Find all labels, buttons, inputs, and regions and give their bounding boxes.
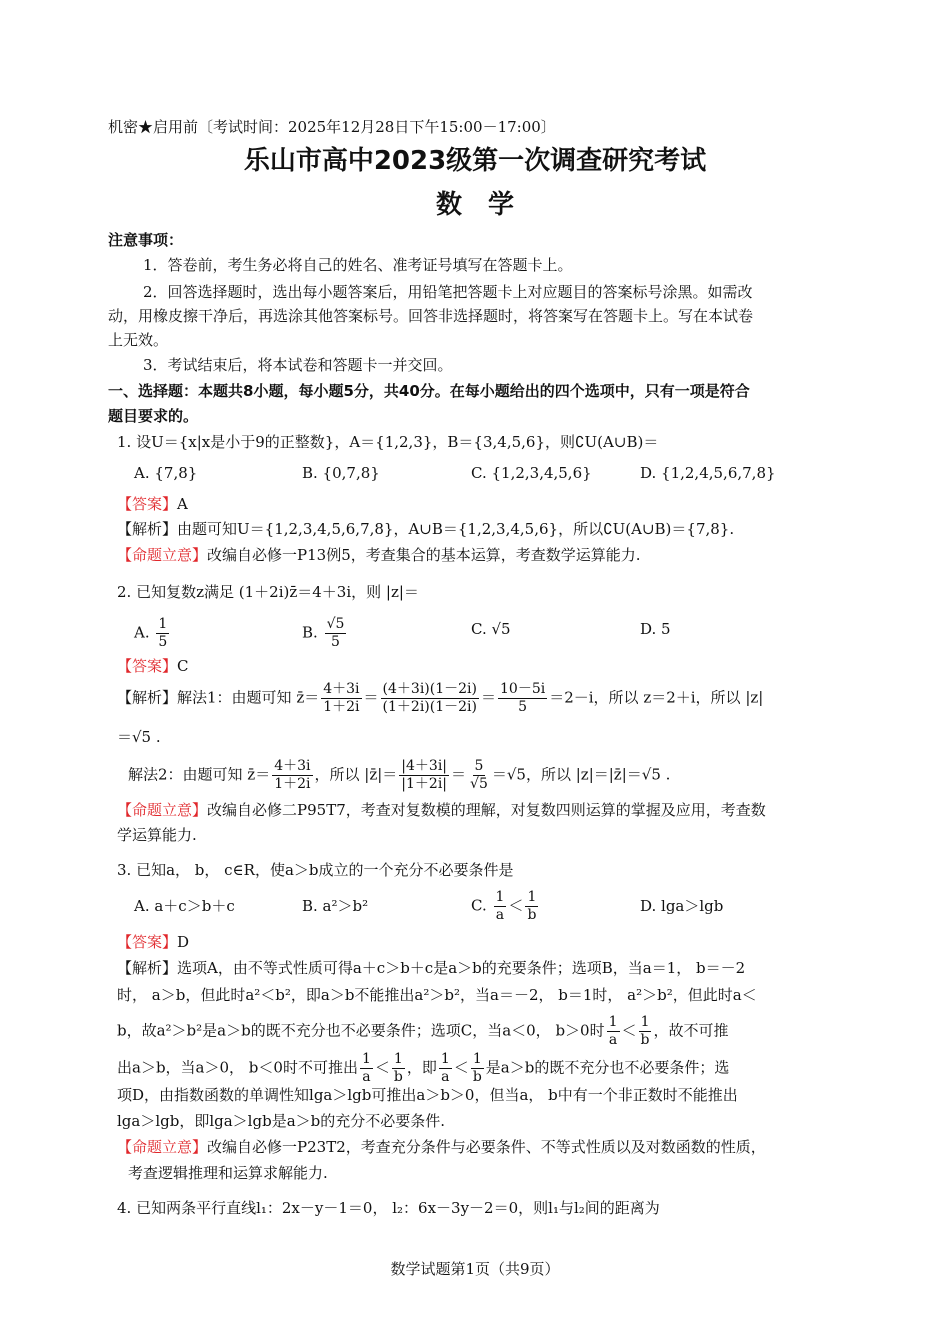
equals-sign: ＝: [363, 688, 379, 707]
fraction-numerator: 1: [608, 1014, 618, 1030]
less-than-sign: ＜: [508, 896, 524, 915]
q2-answer: [117, 656, 189, 676]
less-than-sign: ＜: [374, 1058, 390, 1077]
notice-item-1: 1．答卷前，考生务必将自己的姓名、准考证号填写在答题卡上。: [143, 256, 573, 274]
fraction-denominator: a: [441, 1069, 450, 1085]
equals-sign: ＝: [451, 765, 467, 784]
q1-option-a: A. {7,8}: [134, 464, 198, 482]
fraction-numerator: 1: [361, 1051, 371, 1067]
q2-m1-fraction-3: [498, 681, 547, 716]
fraction-numerator: 1: [472, 1051, 482, 1067]
fraction-denominator: 5: [518, 699, 528, 715]
notice-item-2-line1: 2．回答选择题时，选出每小题答案后，用铅笔把答题卡上对应题目的答案标号涂黑。如需改: [143, 283, 753, 301]
q2-method2: [128, 758, 670, 793]
q2-m2-tail: ＝√5，所以 |z|＝|z̄|＝√5 .: [491, 765, 671, 784]
intent-label: 【命题立意】: [117, 546, 208, 564]
notice-item-2-line3: 上无效。: [108, 331, 169, 349]
fraction-numerator: |4＋3i|: [401, 758, 448, 774]
q3-analysis-line3: [117, 1014, 729, 1049]
fraction-denominator: 5: [158, 634, 168, 650]
answer-label: 【答案】: [117, 495, 178, 513]
section1-heading-line2: 题目要求的。: [108, 407, 199, 425]
fraction-denominator: b: [640, 1032, 650, 1048]
q2-stem: 2. 已知复数z满足 (1＋2i)z̄＝4＋3i，则 |z|＝: [117, 583, 419, 601]
q3-analysis-line3-post: ，故不可推: [653, 1021, 729, 1040]
q2-m2-fraction-3: [468, 758, 490, 793]
q3-analysis-line3-pre: b，故a²＞b²是a＞b的既不充分也不必要条件；选项C，当a＜0， b＞0时: [117, 1021, 605, 1040]
fraction: [607, 1014, 620, 1049]
notice-heading: 注意事项：: [108, 231, 184, 249]
confidential-line: 机密★启用前〔考试时间：2025年12月28日下午15:00－17:00〕: [108, 118, 556, 136]
fraction-numerator: 1: [527, 889, 537, 905]
q2-answer-value: C: [177, 657, 189, 675]
fraction-numerator: 1: [158, 616, 168, 632]
notice-item-2-line2: 动，用橡皮擦干净后，再选涂其他答案标号。回答非选择题时，将答案写在答题卡上。写在本试卷: [108, 307, 754, 325]
q2-option-d: D. 5: [640, 620, 671, 638]
q3-analysis-line1: [117, 958, 745, 978]
intent-label: 【命题立意】: [117, 801, 208, 819]
q1-option-c: C. {1,2,3,4,5,6}: [471, 464, 592, 482]
section1-heading-line1: 一、选择题：本题共8小题，每小题5分，共40分。在每小题给出的四个选项中，只有一项是符合: [108, 382, 750, 400]
q4-stem: 4. 已知两条平行直线l₁：2x－y－1＝0， l₂：6x－3y－2＝0，则l₁与l₂间的距离为: [117, 1199, 660, 1217]
fraction-denominator: 5: [331, 634, 340, 650]
q2-intent-text: 改编自必修二P95T7，考查对复数模的理解，对复数四则运算的掌握及应用，考查数: [207, 801, 766, 819]
fraction-denominator: 1＋2i: [323, 699, 360, 715]
answer-label: 【答案】: [117, 933, 178, 951]
fraction-numerator: 1: [495, 889, 505, 905]
q3-option-c-fraction-right: [525, 889, 538, 924]
fraction: [439, 1051, 452, 1086]
q3-answer-value: D: [177, 933, 190, 951]
q3-analysis-line5: 项D，由指数函数的单调性知lga＞lgb可推出a＞b＞0，但当a， b中有一个非正数时不能推出: [117, 1086, 738, 1104]
q3-option-a: A. a＋c＞b＋c: [134, 897, 235, 915]
equals-sign: ＝: [480, 688, 496, 707]
q2-m1-tail: ＝2－i，所以 z＝2＋i，所以 |z|: [549, 688, 764, 707]
fraction-numerator: √5: [326, 616, 345, 632]
fraction-denominator: b: [527, 907, 537, 923]
q3-option-d: D. lga＞lgb: [640, 897, 724, 915]
fraction-numerator: (4＋3i)(1－2i): [382, 681, 477, 697]
q2-m2-fraction-2: [399, 758, 449, 793]
q2-option-a: [134, 616, 171, 651]
q2-option-b-prefix: B.: [302, 623, 318, 642]
fraction: [639, 1014, 652, 1049]
exam-title: 乐山市高中2023级第一次调查研究考试: [243, 146, 707, 176]
q3-analysis-line6: lga＞lgb，即lga＞lgb是a＞b的充分不必要条件.: [117, 1112, 446, 1130]
fraction-denominator: √5: [470, 776, 488, 792]
q2-option-c: C. √5: [471, 620, 511, 638]
page-footer: 数学试题第1页（共9页）: [390, 1260, 560, 1278]
notice-item-3: 3．考试结束后，将本试卷和答题卡一并交回。: [143, 356, 453, 374]
fraction-numerator: 1: [440, 1051, 450, 1067]
q2-m2-mid: ，所以 |z̄|＝: [314, 765, 398, 784]
fraction-numerator: 10－5i: [500, 681, 546, 697]
analysis-label: 【解析】: [117, 520, 178, 538]
less-than-sign: ＜: [453, 1058, 469, 1077]
q2-m2-prefix: 解法2：由题可知 z̄＝: [128, 765, 271, 784]
fraction: [471, 1051, 484, 1086]
analysis-label: 【解析】: [117, 959, 178, 977]
q3-option-c-prefix: C.: [471, 896, 487, 915]
q3-analysis-line4-pre: 出a＞b，当a＞0， b＜0时不可推出: [117, 1058, 358, 1077]
q3-analysis-text: 选项A，由不等式性质可得a＋c＞b＋c是a＞b的充要条件；选项B，当a＝1， b＝－2: [177, 959, 746, 977]
q2-intent-line2: 学运算能力.: [117, 826, 197, 844]
fraction: [392, 1051, 405, 1086]
q2-m1-fraction-2: [381, 681, 479, 716]
fraction: [360, 1051, 373, 1086]
q3-option-c-fraction-left: [494, 889, 507, 924]
q3-analysis-line4-mid: ，即: [406, 1058, 437, 1077]
q3-answer: [117, 932, 189, 952]
fraction-denominator: a: [362, 1069, 371, 1085]
fraction-denominator: b: [393, 1069, 403, 1085]
q2-option-b-fraction: [325, 616, 347, 651]
q1-answer: [117, 494, 188, 514]
q3-intent-text: 改编自必修一P23T2，考查充分条件与必要条件、不等式性质以及对数函数的性质，: [207, 1138, 766, 1156]
q2-m1-prefix: 解法1：由题可知 z̄＝: [177, 688, 320, 707]
fraction-numerator: 1: [640, 1014, 650, 1030]
fraction-numerator: 4＋3i: [274, 758, 311, 774]
q3-analysis-line4-post: 是a＞b的既不充分也不必要条件；选: [485, 1058, 730, 1077]
q3-option-b: B. a²＞b²: [302, 897, 369, 915]
q3-option-c: [471, 889, 540, 924]
q2-option-a-fraction: [156, 616, 169, 651]
fraction-denominator: a: [495, 907, 505, 923]
q2-intent-line1: [117, 800, 766, 820]
analysis-label: 【解析】: [117, 688, 178, 707]
q2-method1-line1: [117, 681, 763, 716]
fraction-numerator: 5: [474, 758, 484, 774]
subject-title: 数 学: [435, 190, 514, 220]
q3-intent-line1: [117, 1137, 766, 1157]
fraction-numerator: 1: [393, 1051, 403, 1067]
q1-analysis-text: 由题可知U＝{1,2,3,4,5,6,7,8}，A∪B＝{1,2,3,4,5,6}，所以∁U(A∪B)＝{7,8}.: [177, 520, 735, 538]
q1-answer-value: A: [177, 495, 188, 513]
q2-m2-fraction-1: [272, 758, 312, 793]
q1-analysis: [117, 519, 734, 539]
fraction-denominator: (1＋2i)(1－2i): [382, 699, 477, 715]
fraction-denominator: a: [608, 1032, 618, 1048]
fraction-denominator: |1＋2i|: [401, 776, 448, 792]
q2-option-a-prefix: A.: [134, 623, 150, 642]
q3-intent-line2: 考查逻辑推理和运算求解能力.: [128, 1164, 328, 1182]
q2-m1-fraction-1: [321, 681, 361, 716]
q1-option-b: B. {0,7,8}: [302, 464, 380, 482]
answer-label: 【答案】: [117, 657, 178, 675]
q1-option-d: D. {1,2,4,5,6,7,8}: [640, 464, 776, 482]
q3-stem: 3. 已知a， b， c∈R，使a＞b成立的一个充分不必要条件是: [117, 861, 514, 879]
q3-analysis-line2: 时， a＞b，但此时a²＜b²，即a＞b不能推出a²＞b²，当a＝－2， b＝1时， a²＞b²，但此时a＜: [117, 986, 757, 1004]
q1-intent-text: 改编自必修一P13例5，考查集合的基本运算，考查数学运算能力.: [207, 546, 641, 564]
less-than-sign: ＜: [621, 1021, 637, 1040]
q1-intent: [117, 545, 641, 565]
q2-option-b: [302, 616, 348, 651]
q1-stem: 1. 设U＝{x|x是小于9的正整数}，A＝{1,2,3}，B＝{3,4,5,6}，则∁U(A∪B)＝: [117, 433, 659, 451]
q2-method1-line2: ＝√5 .: [117, 728, 161, 746]
q3-analysis-line4: [117, 1051, 729, 1086]
fraction-denominator: b: [472, 1069, 482, 1085]
intent-label: 【命题立意】: [117, 1138, 208, 1156]
fraction-numerator: 4＋3i: [323, 681, 360, 697]
fraction-denominator: 1＋2i: [274, 776, 311, 792]
